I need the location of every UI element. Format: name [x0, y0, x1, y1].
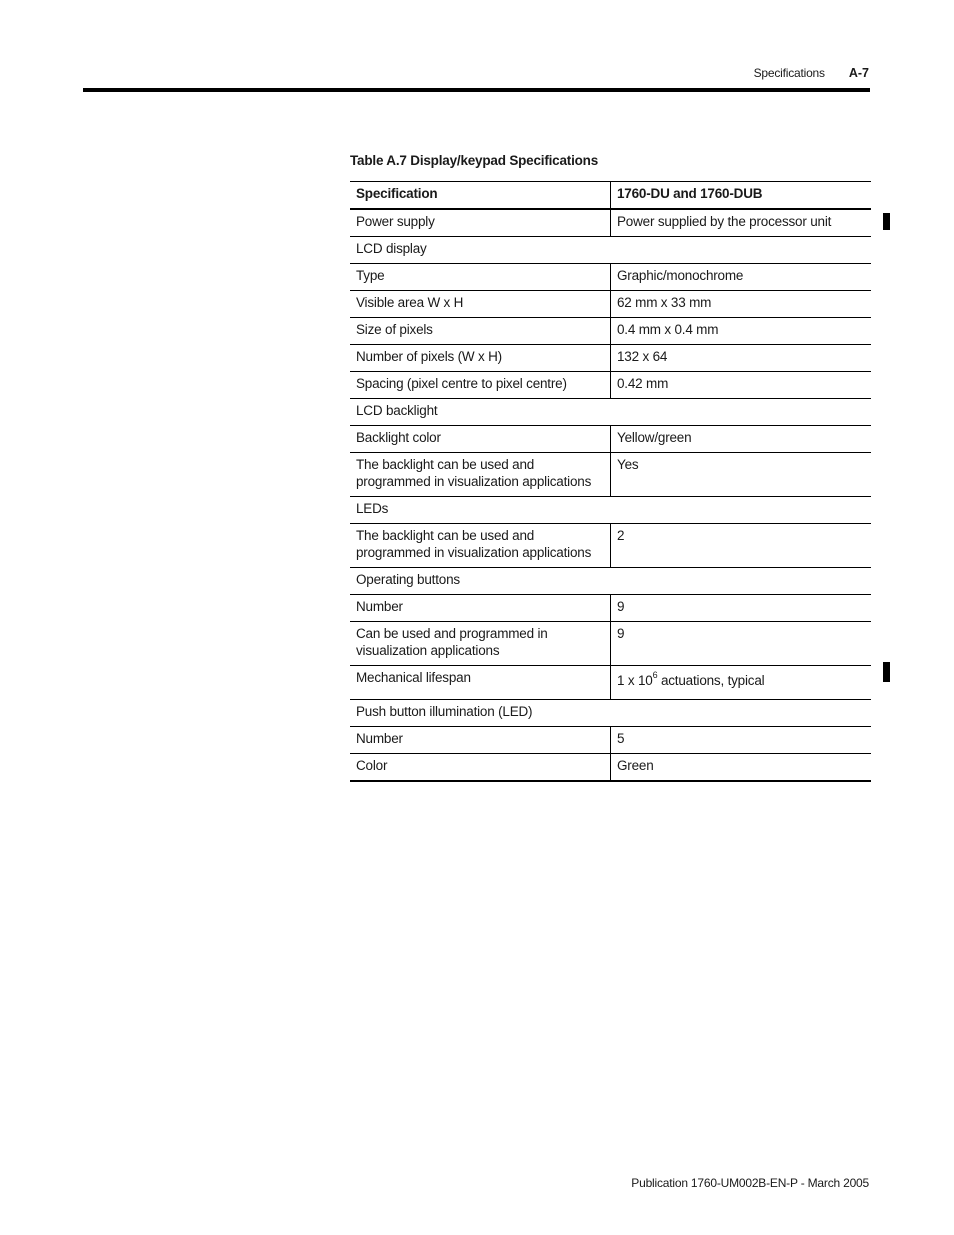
value-cell: Yes [611, 453, 872, 497]
value-cell: 132 x 64 [611, 345, 872, 372]
value-cell: 9 [611, 595, 872, 622]
value-exponent: 6 [652, 669, 658, 680]
spec-cell: Number of pixels (W x H) [350, 345, 611, 372]
value-cell: 2 [611, 524, 872, 568]
value-cell: Power supplied by the processor unit [611, 209, 872, 237]
spec-cell: Backlight color [350, 426, 611, 453]
spec-cell: Mechanical lifespan [350, 666, 611, 700]
table-row [350, 595, 871, 622]
value-cell: 0.4 mm x 0.4 mm [611, 318, 872, 345]
table-row [350, 754, 871, 782]
value-cell: 9 [611, 622, 872, 666]
table-row [350, 209, 871, 237]
table-group-row [350, 568, 871, 595]
table-group-row [350, 399, 871, 426]
value-cell: Graphic/monochrome [611, 264, 872, 291]
table-body [350, 209, 871, 781]
header-rule [83, 88, 870, 92]
spec-cell: The backlight can be used and programmed in visualization applications [350, 453, 611, 497]
value-cell: Green [611, 754, 872, 782]
change-bar [883, 662, 890, 682]
value-cell: Yellow/green [611, 426, 872, 453]
page-number: A-7 [848, 66, 869, 80]
table-row [350, 264, 871, 291]
spec-cell: Number [350, 595, 611, 622]
spec-cell: Can be used and programmed in visualization applications [350, 622, 611, 666]
table-row [350, 318, 871, 345]
table-group-row [350, 700, 871, 727]
spec-cell: Spacing (pixel centre to pixel centre) [350, 372, 611, 399]
spec-cell: Visible area W x H [350, 291, 611, 318]
table-row [350, 666, 871, 700]
table-row [350, 372, 871, 399]
table-row [350, 524, 871, 568]
spec-cell: Number [350, 727, 611, 754]
table-row [350, 727, 871, 754]
table-row [350, 345, 871, 372]
spec-cell: Power supply [350, 209, 611, 237]
group-label: LCD backlight [350, 399, 871, 426]
running-header [754, 66, 869, 80]
group-label: LEDs [350, 497, 871, 524]
table-row [350, 453, 871, 497]
column-header-model: 1760-DU and 1760-DUB [611, 182, 872, 210]
table-row [350, 291, 871, 318]
value-suffix: actuations, typical [657, 673, 765, 688]
table-row [350, 426, 871, 453]
group-label: Operating buttons [350, 568, 871, 595]
group-label: LCD display [350, 237, 871, 264]
table-group-row [350, 497, 871, 524]
table-caption: Table A.7 Display/keypad Specifications [350, 153, 599, 168]
spec-cell: The backlight can be used and programmed in visualization applications [350, 524, 611, 568]
spec-cell: Color [350, 754, 611, 782]
group-label: Push button illumination (LED) [350, 700, 871, 727]
spec-table [350, 181, 871, 782]
column-header-specification: Specification [350, 182, 611, 210]
value-prefix: 1 x 10 [617, 673, 653, 688]
value-cell: 5 [611, 727, 872, 754]
table-group-row [350, 237, 871, 264]
table-header-row [350, 182, 871, 210]
table-row [350, 622, 871, 666]
change-bar [883, 213, 890, 230]
spec-cell: Type [350, 264, 611, 291]
value-cell [611, 666, 872, 700]
header-section-name: Specifications [753, 66, 825, 80]
value-cell: 62 mm x 33 mm [611, 291, 872, 318]
publication-footer: Publication 1760-UM002B-EN-P - March 2005 [631, 1176, 869, 1190]
value-cell: 0.42 mm [611, 372, 872, 399]
spec-cell: Size of pixels [350, 318, 611, 345]
